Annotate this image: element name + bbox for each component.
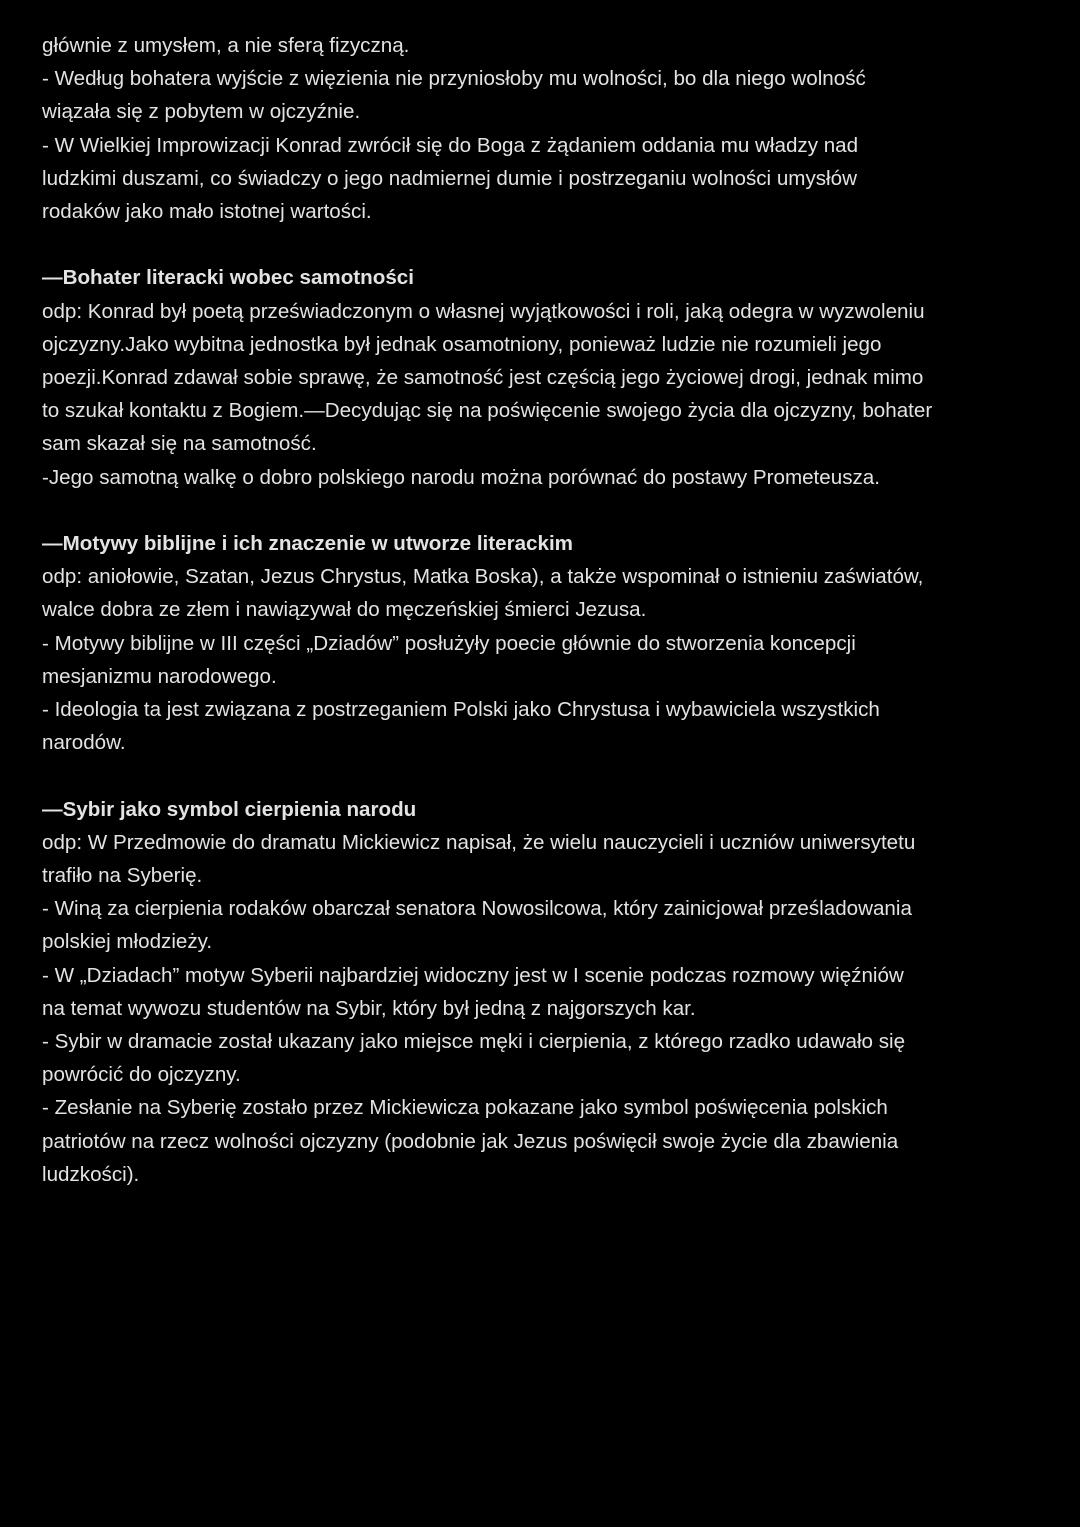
text-line: walce dobra ze złem i nawiązywał do męczeńskiej śmierci Jezusa. xyxy=(42,598,647,622)
text-line: wiązała się z pobytem w ojczyźnie. xyxy=(42,100,361,124)
note-section-motywy-biblijne xyxy=(42,527,1042,759)
text-line: rodaków jako mało istotnej wartości. xyxy=(42,200,372,224)
text-line: - Ideologia ta jest związana z postrzeganiem Polski jako Chrystusa i wybawiciela wszystkich xyxy=(42,698,880,722)
section-heading: —Bohater literacki wobec samotności xyxy=(42,266,414,290)
note-document xyxy=(42,29,1042,1191)
text-line: ludzkości). xyxy=(42,1162,140,1186)
text-line: odp: aniołowie, Szatan, Jezus Chrystus, Matka Boska), a także wspominał o istnieniu zaświatów, xyxy=(42,565,924,589)
section-spacer xyxy=(42,759,1042,792)
note-section-intro xyxy=(42,29,1042,228)
text-line: - Winą za cierpienia rodaków obarczał senatora Nowosilcowa, który zainicjował prześladowania xyxy=(42,897,912,921)
text-line: - Zesłanie na Syberię zostało przez Mickiewicza pokazane jako symbol poświęcenia polskich xyxy=(42,1096,888,1120)
text-line: trafiło na Syberię. xyxy=(42,864,203,888)
section-spacer xyxy=(42,494,1042,527)
text-line: -Jego samotną walkę o dobro polskiego narodu można porównać do postawy Prometeusza. xyxy=(42,465,880,489)
section-heading: —Sybir jako symbol cierpienia narodu xyxy=(42,797,417,821)
text-line: na temat wywozu studentów na Sybir, który był jedną z najgorszych kar. xyxy=(42,996,696,1020)
text-line: - W „Dziadach” motyw Syberii najbardziej widoczny jest w I scenie podczas rozmowy więźniów xyxy=(42,963,904,987)
text-line: narodów. xyxy=(42,731,126,755)
text-line: powrócić do ojczyzny. xyxy=(42,1063,241,1087)
text-line: odp: Konrad był poetą przeświadczonym o własnej wyjątkowości i roli, jaką odegra w wyzwoleniu xyxy=(42,299,925,323)
text-line: to szukał kontaktu z Bogiem.—Decydując się na poświęcenie swojego życia dla ojczyzny, bohater xyxy=(42,399,933,423)
text-line: polskiej młodzieży. xyxy=(42,930,213,954)
text-line: sam skazał się na samotność. xyxy=(42,432,317,456)
text-line: - Motywy biblijne w III części „Dziadów” posłużyły poecie głównie do stworzenia koncepcji xyxy=(42,631,856,655)
text-line: - Sybir w dramacie został ukazany jako miejsce męki i cierpienia, z którego rzadko udawało się xyxy=(42,1030,906,1054)
text-line: poezji.Konrad zdawał sobie sprawę, że samotność jest częścią jego życiowej drogi, jednak mimo xyxy=(42,366,924,390)
text-line: - Według bohatera wyjście z więzienia nie przyniosłoby mu wolności, bo dla niego wolność xyxy=(42,67,866,91)
text-line: głównie z umysłem, a nie sferą fizyczną. xyxy=(42,34,410,57)
section-spacer xyxy=(42,228,1042,261)
text-line: - W Wielkiej Improwizacji Konrad zwrócił się do Boga z żądaniem oddania mu władzy nad xyxy=(42,133,859,157)
text-line: ludzkimi duszami, co świadczy o jego nadmiernej dumie i postrzeganiu wolności umysłów xyxy=(42,166,857,190)
text-line: mesjanizmu narodowego. xyxy=(42,664,277,688)
text-line: odp: W Przedmowie do dramatu Mickiewicz napisał, że wielu nauczycieli i uczniów uniwersytetu xyxy=(42,830,916,854)
text-line: patriotów na rzecz wolności ojczyzny (podobnie jak Jezus poświęcił swoje życie dla zbawienia xyxy=(42,1129,899,1153)
note-section-sybir xyxy=(42,793,1042,1191)
section-heading: —Motywy biblijne i ich znaczenie w utworze literackim xyxy=(42,532,573,556)
text-line: ojczyzny.Jako wybitna jednostka był jednak osamotniony, ponieważ ludzie nie rozumieli jego xyxy=(42,332,882,356)
note-section-samotnosc xyxy=(42,261,1042,493)
